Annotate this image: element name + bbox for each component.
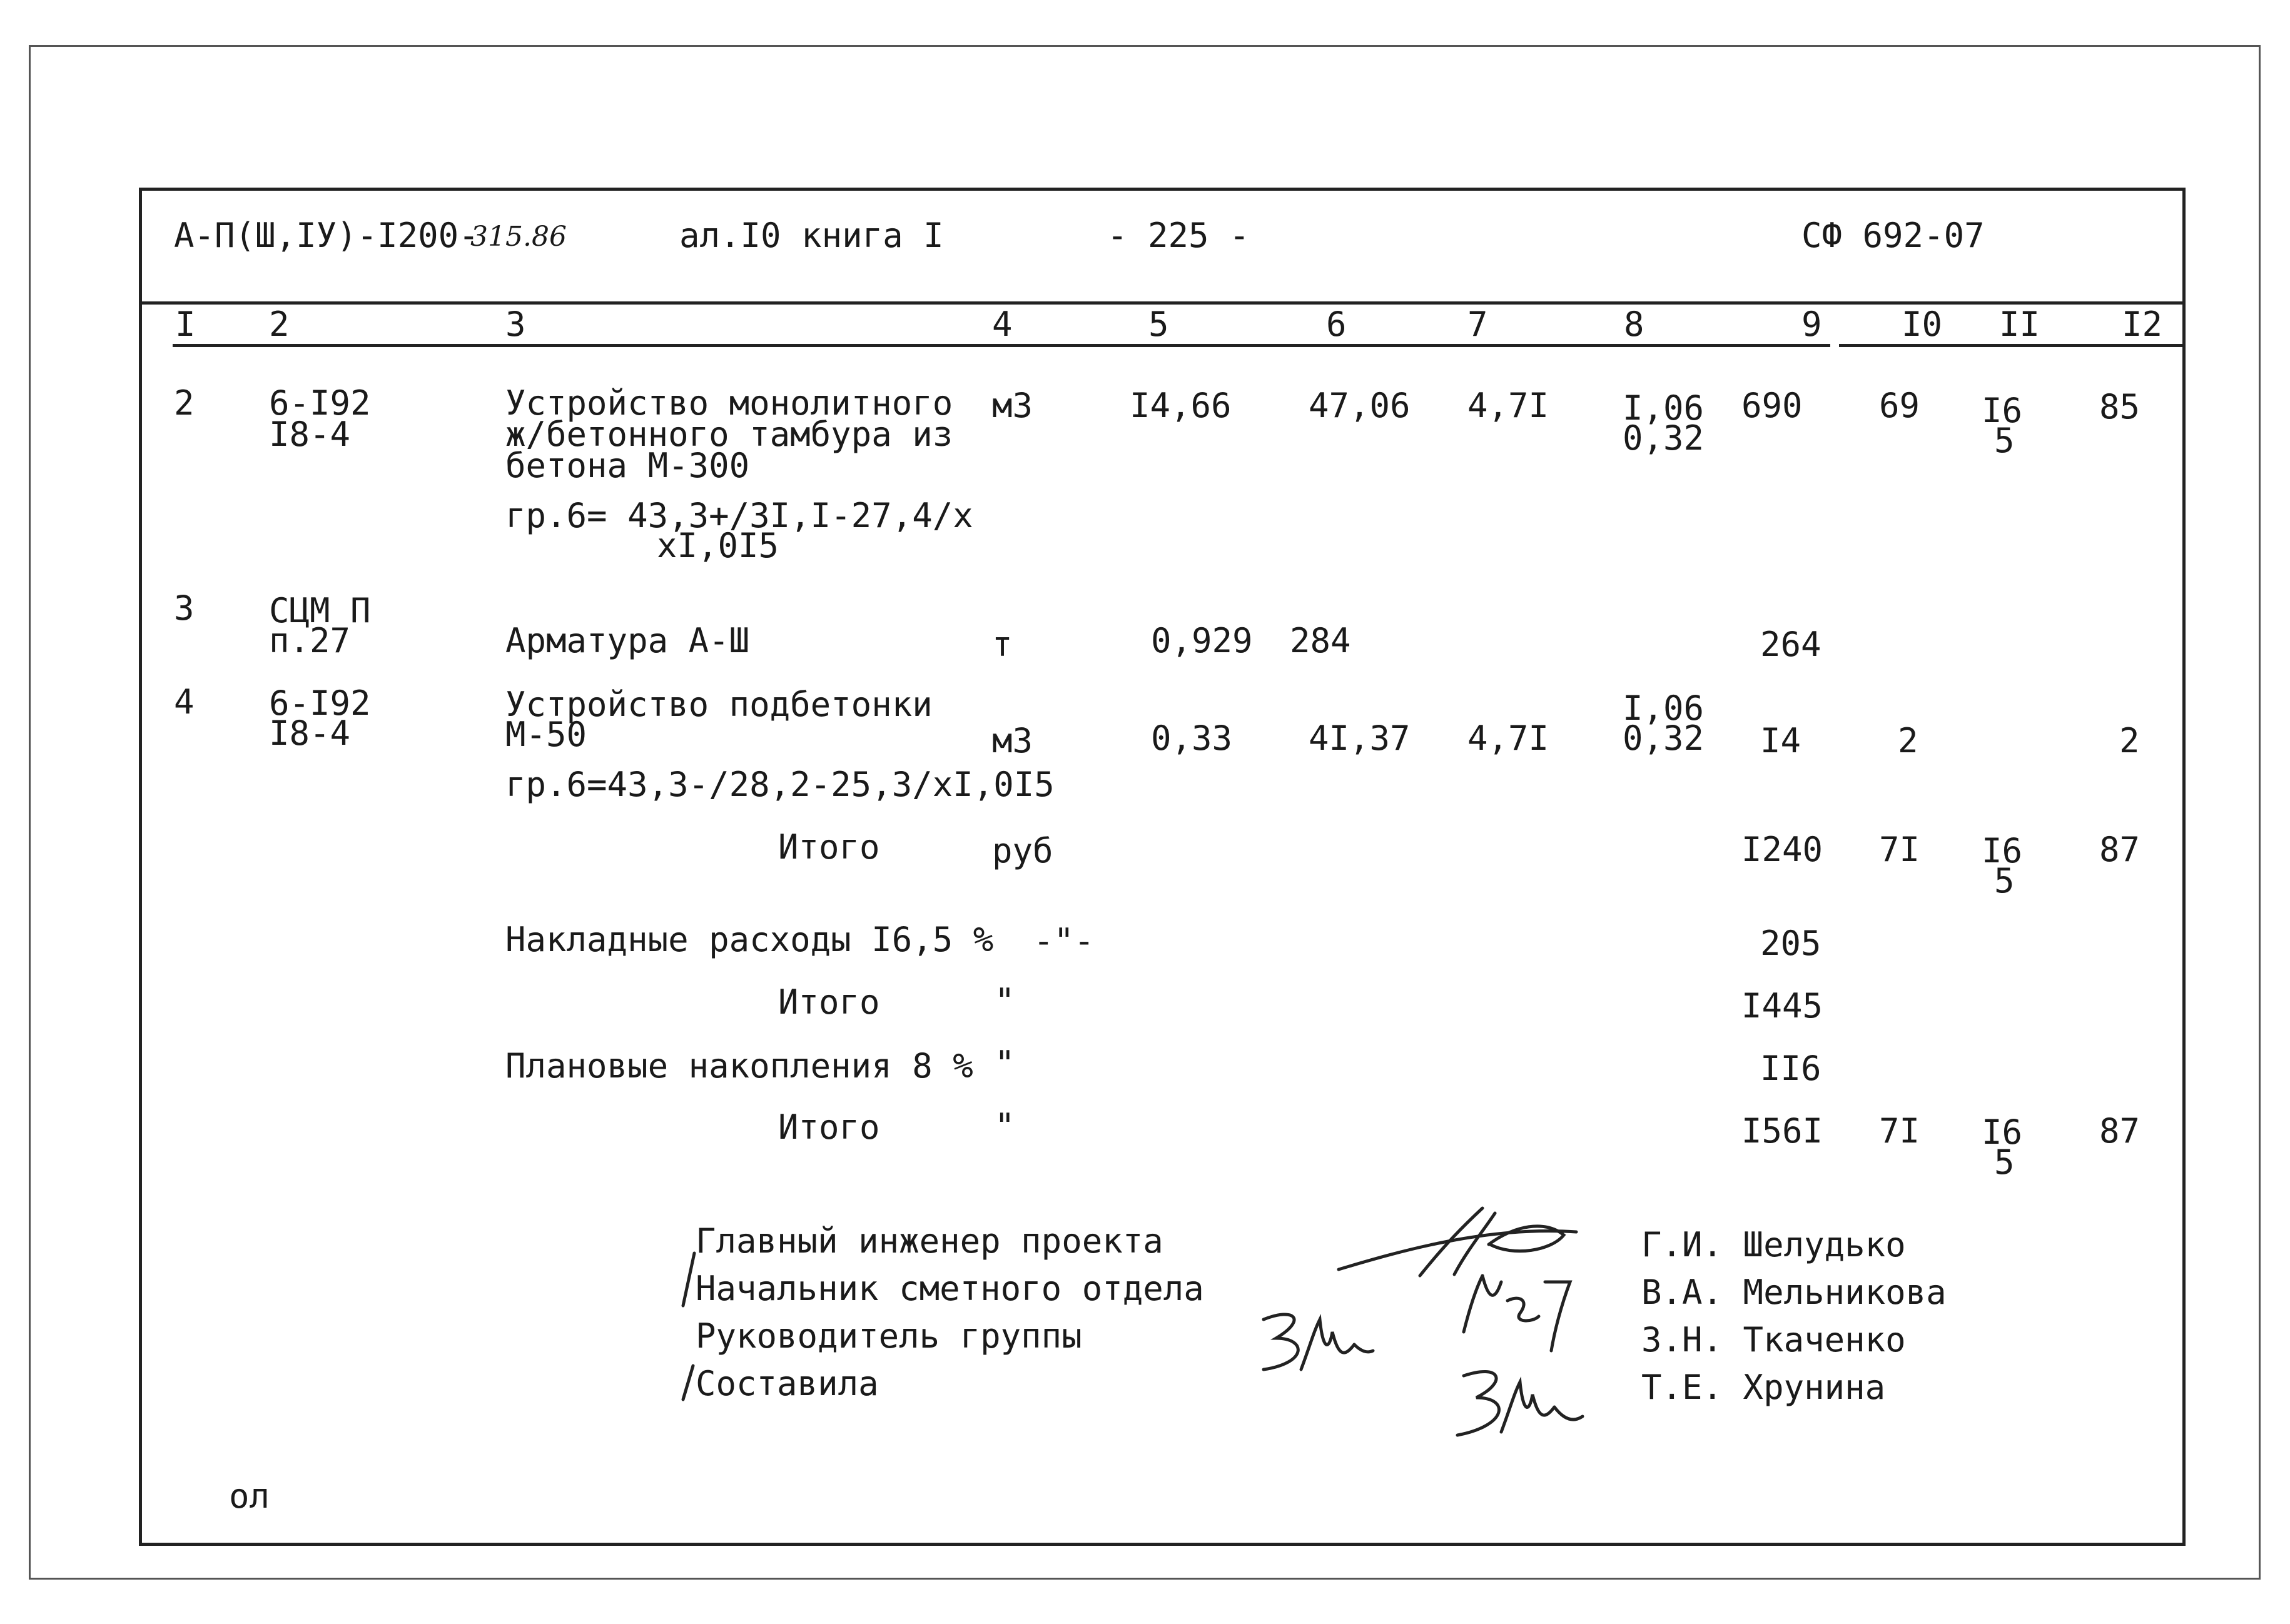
row2-description-line3: бетона М-300 bbox=[505, 446, 750, 485]
row4-col12: 2 bbox=[2119, 721, 2140, 760]
column-number-1: I bbox=[175, 305, 196, 344]
row4-formula: гр.6=43,3-/28,2-25,3/хI,0I5 bbox=[505, 765, 1055, 804]
row4-description-line2: М-50 bbox=[505, 715, 587, 754]
planned-savings-unit: " bbox=[995, 1044, 1015, 1083]
itogo1-col12: 87 bbox=[2099, 830, 2141, 869]
row3-number: 3 bbox=[174, 588, 195, 628]
itogo1-col11-line2: 5 bbox=[1994, 861, 2015, 900]
handwritten-signature bbox=[1439, 1357, 1589, 1451]
footer-mark: ол bbox=[229, 1476, 270, 1516]
column-number-8: 8 bbox=[1624, 305, 1644, 344]
handwritten-signature bbox=[1251, 1294, 1376, 1382]
row4-quantity: 0,33 bbox=[1151, 719, 1233, 758]
row2-code-line1: 6-I92 bbox=[269, 383, 371, 423]
row4-wage: 4,7I bbox=[1467, 719, 1549, 758]
itogo3-col12: 87 bbox=[2099, 1111, 2141, 1151]
column-number-4: 4 bbox=[992, 305, 1013, 344]
signature-role-compiler: Составила bbox=[696, 1364, 879, 1403]
margin-tick-mark bbox=[676, 1248, 701, 1311]
signature-name-group-lead: З.Н. Ткаченко bbox=[1641, 1320, 1906, 1359]
row2-unit-price: 47,06 bbox=[1309, 386, 1411, 425]
row3-unit-price: 284 bbox=[1290, 621, 1351, 660]
header-code: А-П(Ш,IУ)-I200- bbox=[174, 216, 479, 255]
column-number-12: I2 bbox=[2122, 305, 2163, 344]
column-number-3: 3 bbox=[505, 305, 526, 344]
itogo3-unit: " bbox=[995, 1106, 1015, 1146]
header-album: ал.I0 книга I bbox=[679, 216, 944, 255]
signature-role-chief-engineer: Главный инженер проекта bbox=[696, 1221, 1163, 1261]
row2-total: 690 bbox=[1741, 386, 1803, 425]
handwritten-signature bbox=[1451, 1263, 1576, 1357]
row2-formula-line1: гр.6= 43,3+/3I,I-27,4/х bbox=[505, 496, 973, 535]
row4-total: I4 bbox=[1760, 721, 1801, 760]
column-number-6: 6 bbox=[1326, 305, 1347, 344]
row2-number: 2 bbox=[174, 383, 195, 423]
itogo2-total: I445 bbox=[1741, 986, 1823, 1026]
row4-unit: м3 bbox=[992, 721, 1033, 760]
itogo3-col10: 7I bbox=[1879, 1111, 1920, 1151]
row2-col11-line2: 5 bbox=[1994, 421, 2015, 460]
itogo3-label: Итого bbox=[778, 1107, 880, 1147]
signature-name-estimate-head: В.А. Мельникова bbox=[1641, 1273, 1947, 1312]
row2-col11-line1: I6 bbox=[1982, 391, 2023, 430]
column-rule-right bbox=[1839, 344, 2186, 347]
column-number-5: 5 bbox=[1148, 305, 1169, 344]
row4-code-line1: 6-I92 bbox=[269, 683, 371, 723]
margin-tick-mark bbox=[676, 1361, 701, 1405]
row2-coef-line2: 0,32 bbox=[1623, 418, 1705, 458]
row3-code-line1: СЦМ П bbox=[269, 591, 371, 630]
row2-unit: м3 bbox=[992, 386, 1033, 425]
overhead-label: Накладные расходы I6,5 % bbox=[505, 920, 994, 959]
row4-number: 4 bbox=[174, 682, 195, 722]
row2-formula-line2: хI,0I5 bbox=[657, 526, 779, 565]
row3-description: Арматура А-Ш bbox=[505, 621, 750, 660]
row3-unit: т bbox=[992, 625, 1013, 664]
itogo1-label: Итого bbox=[778, 827, 880, 867]
overhead-total: 205 bbox=[1760, 924, 1821, 963]
row2-quantity: I4,66 bbox=[1130, 386, 1232, 425]
row4-unit-price: 4I,37 bbox=[1309, 719, 1411, 758]
planned-savings-label: Плановые накопления 8 % bbox=[505, 1046, 973, 1086]
itogo3-col11-line2: 5 bbox=[1994, 1142, 2015, 1182]
itogo1-col10: 7I bbox=[1879, 830, 1920, 869]
row2-description-line2: ж/бетонного тамбура из bbox=[505, 415, 953, 454]
itogo1-unit: руб bbox=[992, 831, 1053, 870]
itogo3-total: I56I bbox=[1741, 1111, 1823, 1151]
row2-coef-line1: I,06 bbox=[1623, 388, 1705, 428]
signature-name-chief-engineer: Г.И. Шелудько bbox=[1641, 1225, 1906, 1264]
itogo1-col11-line1: I6 bbox=[1982, 831, 2023, 870]
row4-description-line1: Устройство подбетонки bbox=[505, 685, 933, 724]
row2-col10: 69 bbox=[1879, 386, 1920, 425]
row4-coef-line2: 0,32 bbox=[1623, 719, 1705, 758]
column-number-10: I0 bbox=[1902, 305, 1943, 344]
signature-role-estimate-head: Начальник сметного отдела bbox=[696, 1269, 1204, 1308]
row2-code-line2: I8-4 bbox=[269, 415, 351, 454]
header-sheet-code: СФ 692-07 bbox=[1801, 216, 1985, 255]
row2-col12: 85 bbox=[2099, 387, 2141, 426]
column-rule bbox=[173, 344, 1830, 347]
itogo2-label: Итого bbox=[778, 982, 880, 1022]
overhead-unit: -"- bbox=[1033, 921, 1095, 961]
planned-savings-total: II6 bbox=[1760, 1049, 1821, 1088]
column-number-9: 9 bbox=[1801, 305, 1822, 344]
row3-quantity: 0,929 bbox=[1151, 621, 1253, 660]
itogo1-total: I240 bbox=[1741, 830, 1823, 869]
row3-code-line2: п.27 bbox=[269, 621, 351, 660]
row2-wage: 4,7I bbox=[1467, 386, 1549, 425]
signature-name-compiler: Т.Е. Хрунина bbox=[1641, 1368, 1886, 1407]
row4-code-line2: I8-4 bbox=[269, 714, 351, 753]
row4-col10: 2 bbox=[1898, 721, 1918, 760]
column-number-7: 7 bbox=[1467, 305, 1488, 344]
header-page-number: - 225 - bbox=[1107, 216, 1250, 255]
itogo2-unit: " bbox=[995, 981, 1015, 1021]
row3-total: 264 bbox=[1760, 625, 1821, 664]
signature-role-group-lead: Руководитель группы bbox=[696, 1316, 1082, 1356]
row4-coef-line1: I,06 bbox=[1623, 688, 1705, 728]
column-number-11: II bbox=[1999, 305, 2040, 344]
itogo3-col11-line1: I6 bbox=[1982, 1112, 2023, 1152]
row2-description-line1: Устройство монолитного bbox=[505, 383, 953, 423]
header-code-handwritten: 315.86 bbox=[470, 221, 567, 253]
column-number-2: 2 bbox=[269, 305, 290, 344]
